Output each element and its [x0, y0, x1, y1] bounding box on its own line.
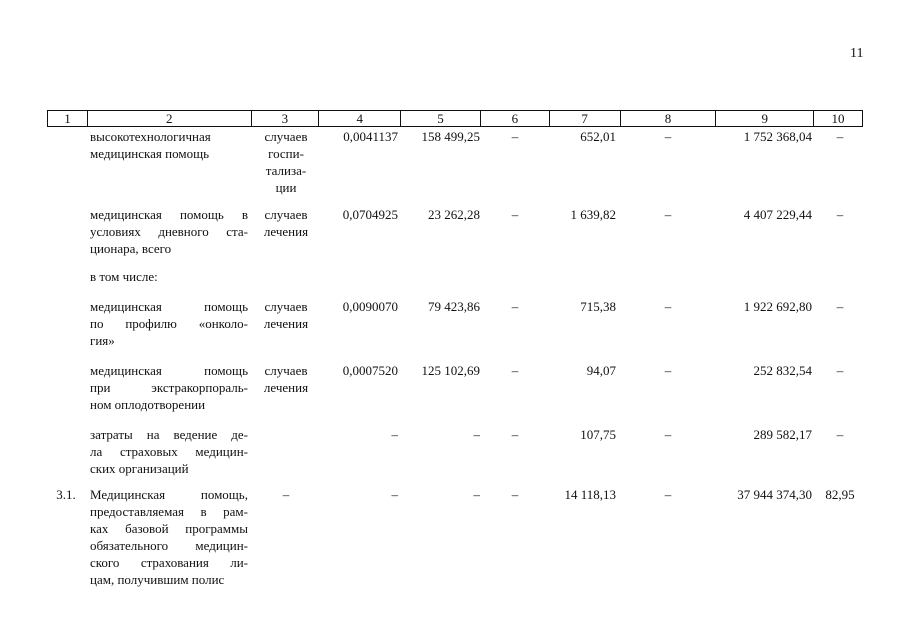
- description-line: ских организаций: [90, 461, 189, 476]
- cell-c7: 94,07: [586, 363, 616, 378]
- cell-c7: 652,01: [580, 129, 616, 144]
- cell-c9: 252 832,54: [753, 363, 812, 378]
- row-description: [90, 298, 248, 349]
- row-description: [90, 128, 248, 162]
- description-line: ционара, всего: [90, 241, 172, 256]
- cell-c8: –: [664, 363, 672, 378]
- cell-c5: –: [473, 487, 480, 502]
- description-line: гия»: [90, 333, 115, 348]
- unit-line: случаев: [264, 299, 308, 314]
- description-line: ках базовой программы: [90, 521, 248, 536]
- description-line: предоставляемая в рам-: [90, 504, 248, 519]
- table-header-row: [47, 110, 863, 127]
- cell-c6: –: [511, 427, 519, 442]
- row-unit: [256, 298, 316, 332]
- description-line: в том числе:: [90, 269, 158, 284]
- cell-c9: 1 922 692,80: [743, 299, 812, 314]
- description-line: условиях дневного ста-: [90, 224, 248, 239]
- cell-c8: –: [664, 129, 672, 144]
- unit-line: госпи-: [268, 146, 304, 161]
- unit-line: случаев: [264, 129, 308, 144]
- description-line: при экстракорпораль-: [90, 380, 248, 395]
- header-cell-2: 2: [88, 111, 252, 126]
- header-cell-1: 1: [48, 111, 88, 126]
- row-description: [90, 426, 248, 477]
- description-line: по профилю «онколо-: [90, 316, 248, 331]
- description-line: цам, получившим полис: [90, 572, 225, 587]
- header-cell-4: 4: [319, 111, 401, 126]
- cell-c7: 715,38: [580, 299, 616, 314]
- cell-c6: –: [511, 207, 519, 222]
- header-cell-5: 5: [401, 111, 481, 126]
- cell-c9: 37 944 374,30: [737, 487, 812, 502]
- description-line: затраты на ведение де-: [90, 427, 248, 442]
- header-cell-9: 9: [716, 111, 814, 126]
- header-cell-8: 8: [621, 111, 717, 126]
- cell-c8: –: [664, 427, 672, 442]
- cell-c5: 125 102,69: [421, 363, 480, 378]
- row-unit: [256, 128, 316, 196]
- cell-c9: 1 752 368,04: [743, 129, 812, 144]
- description-line: обязательного медицин-: [90, 538, 248, 553]
- unit-line: ции: [275, 180, 297, 195]
- cell-c7: 107,75: [580, 427, 616, 442]
- description-line: высокотехнологичная: [90, 129, 211, 144]
- cell-c7: 14 118,13: [564, 487, 616, 502]
- unit-line: случаев: [264, 363, 308, 378]
- description-line: ном оплодотворении: [90, 397, 206, 412]
- cell-c10: 82,95: [825, 487, 855, 502]
- cell-c4: 0,0704925: [342, 207, 398, 222]
- description-line: ла страховых медицин-: [90, 444, 248, 459]
- unit-line: –: [282, 487, 290, 502]
- cell-c8: –: [664, 299, 672, 314]
- cell-c5: –: [473, 427, 480, 442]
- page-number: 11: [850, 46, 864, 61]
- cell-c5: 79 423,86: [428, 299, 480, 314]
- cell-c4: 0,0090070: [342, 299, 398, 314]
- row-description: [90, 486, 248, 588]
- cell-c5: 23 262,28: [428, 207, 480, 222]
- cell-c8: –: [664, 487, 672, 502]
- cell-c9: 4 407 229,44: [743, 207, 812, 222]
- cell-c10: –: [836, 363, 844, 378]
- cell-c10: –: [836, 299, 844, 314]
- row-description: [90, 206, 248, 257]
- unit-line: случаев: [264, 207, 308, 222]
- description-line: медицинская помощь: [90, 146, 210, 161]
- unit-line: лечения: [263, 316, 309, 331]
- cell-c6: –: [511, 487, 519, 502]
- cell-c8: –: [664, 207, 672, 222]
- header-cell-7: 7: [550, 111, 621, 126]
- cell-c10: –: [836, 427, 844, 442]
- cell-c7: 1 639,82: [570, 207, 616, 222]
- unit-line: лечения: [263, 380, 309, 395]
- description-line: медицинская помощь: [90, 363, 248, 378]
- unit-line: тализа-: [265, 163, 307, 178]
- row-unit: [256, 486, 316, 503]
- description-line: медицинская помощь в: [90, 207, 248, 222]
- cell-c4: 0,0007520: [342, 363, 398, 378]
- cell-c4: 0,0041137: [343, 129, 398, 144]
- cell-c6: –: [511, 363, 519, 378]
- cell-c6: –: [511, 129, 519, 144]
- description-line: медицинская помощь: [90, 299, 248, 314]
- cell-c4: –: [391, 427, 398, 442]
- row-description: [90, 362, 248, 413]
- cell-c5: 158 499,25: [421, 129, 480, 144]
- header-cell-3: 3: [252, 111, 320, 126]
- cell-c4: –: [391, 487, 398, 502]
- cell-c6: –: [511, 299, 519, 314]
- row-description: [90, 268, 248, 285]
- description-line: Медицинская помощь,: [90, 487, 248, 502]
- row-unit: [256, 362, 316, 396]
- header-cell-10: 10: [831, 111, 845, 126]
- cell-c10: –: [836, 129, 844, 144]
- cell-c9: 289 582,17: [753, 427, 812, 442]
- cell-c10: –: [836, 207, 844, 222]
- header-cell-6: 6: [481, 111, 550, 126]
- row-unit: [256, 206, 316, 240]
- row-number: 3.1.: [56, 487, 76, 502]
- description-line: ского страхования ли-: [90, 555, 248, 570]
- unit-line: лечения: [263, 224, 309, 239]
